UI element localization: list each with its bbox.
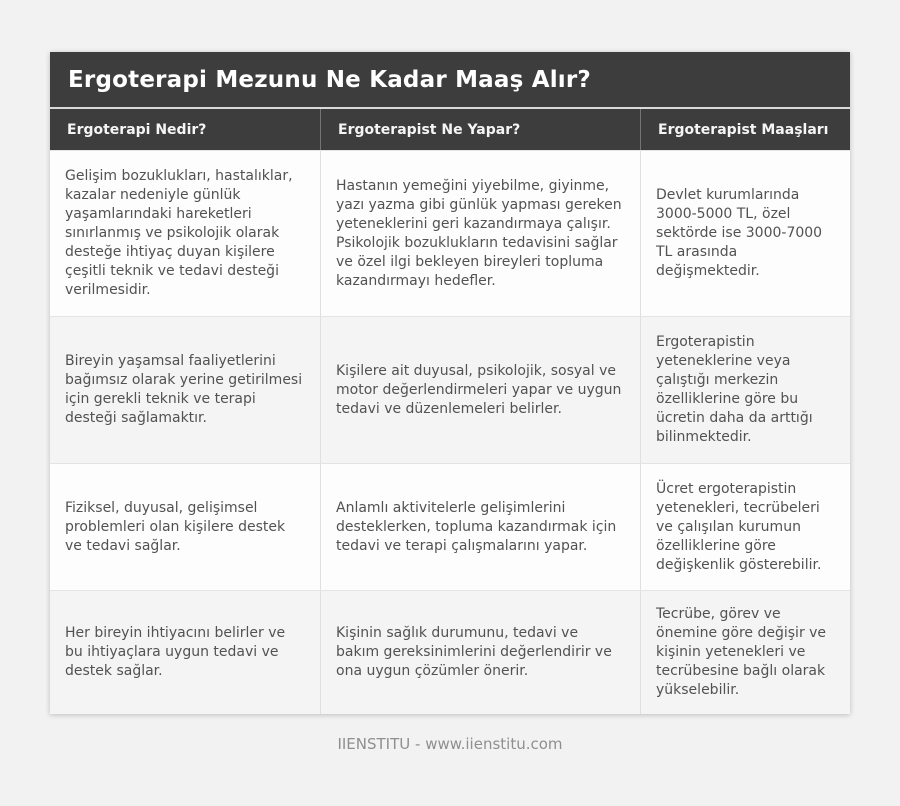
footer-text: IIENSTITU - www.iienstitu.com [337,735,563,753]
cell-maas: Ücret ergoterapistin yetenekleri, tecrübeleri ve çalışılan kurumun özelliklerine göre değişkenlik gösterebilir. [640,464,850,590]
cell-ne-yapar: Hastanın yemeğini yiyebilme, giyinme, yazı yazma gibi günlük yapması gereken yeteneklerini geri kazandırmaya çalışır. Psikolojik bozuklukların tedavisini sağlar ve özel ilgi bekleyen bireyleri topluma kazandırmayı hedefler. [320,151,640,316]
cell-nedir: Gelişim bozuklukları, hastalıklar, kazalar nedeniyle günlük yaşamlarındaki hareketleri sınırlanmış ve psikolojik olarak desteğe ihtiyaç duyan kişilere çeşitli teknik ve tedavi desteği verilmesidir. [65,168,293,298]
cell-maas: Devlet kurumlarında 3000-5000 TL, özel sektörde ise 3000-7000 TL arasında değişmektedir. [640,151,850,316]
table-row [50,463,850,590]
cell-maas: Ergoterapistin yeteneklerine veya çalıştığı merkezin özelliklerine göre bu ücretin daha da arttığı bilinmektedir. [640,317,850,463]
column-header-ergoterapi-nedir: Ergoterapi Nedir? [67,121,207,138]
page-title: Ergoterapi Mezunu Ne Kadar Maaş Alır? [68,66,591,93]
cell-ne-yapar: Anlamlı aktivitelerle gelişimlerini desteklerken, topluma kazandırmak için tedavi ve terapi çalışmalarını yapar. [320,464,640,590]
salary-info-table [50,52,850,714]
cell-nedir: Bireyin yaşamsal faaliyetlerini bağımsız olarak yerine getirilmesi için gerekli teknik ve terapi desteği sağlamaktır. [65,353,303,426]
cell-ne-yapar: Kişilere ait duyusal, psikolojik, sosyal ve motor değerlendirmeleri yapar ve uygun tedavi ve düzenlemeleri belirler. [320,317,640,463]
table-title-bar [50,52,850,109]
cell-nedir: Fiziksel, duyusal, gelişimsel problemleri olan kişilere destek ve tedavi sağlar. [65,499,286,554]
table-row [50,590,850,714]
column-header-ergoterapist-maaslari: Ergoterapist Maaşları [640,109,850,150]
column-header-ergoterapist-ne-yapar: Ergoterapist Ne Yapar? [320,109,640,150]
cell-nedir: Her bireyin ihtiyacını belirler ve bu ihtiyaçlara uygun tedavi ve destek sağlar. [65,625,286,679]
table-row [50,150,850,316]
footer [0,735,900,753]
table-row [50,316,850,463]
cell-ne-yapar: Kişinin sağlık durumunu, tedavi ve bakım gereksinimlerini değerlendirir ve ona uygun çözümler önerir. [320,591,640,714]
table-header-row [50,109,850,150]
cell-maas: Tecrübe, görev ve önemine göre değişir ve kişinin yetenekleri ve tecrübesine bağlı olarak yükselebilir. [640,591,850,714]
